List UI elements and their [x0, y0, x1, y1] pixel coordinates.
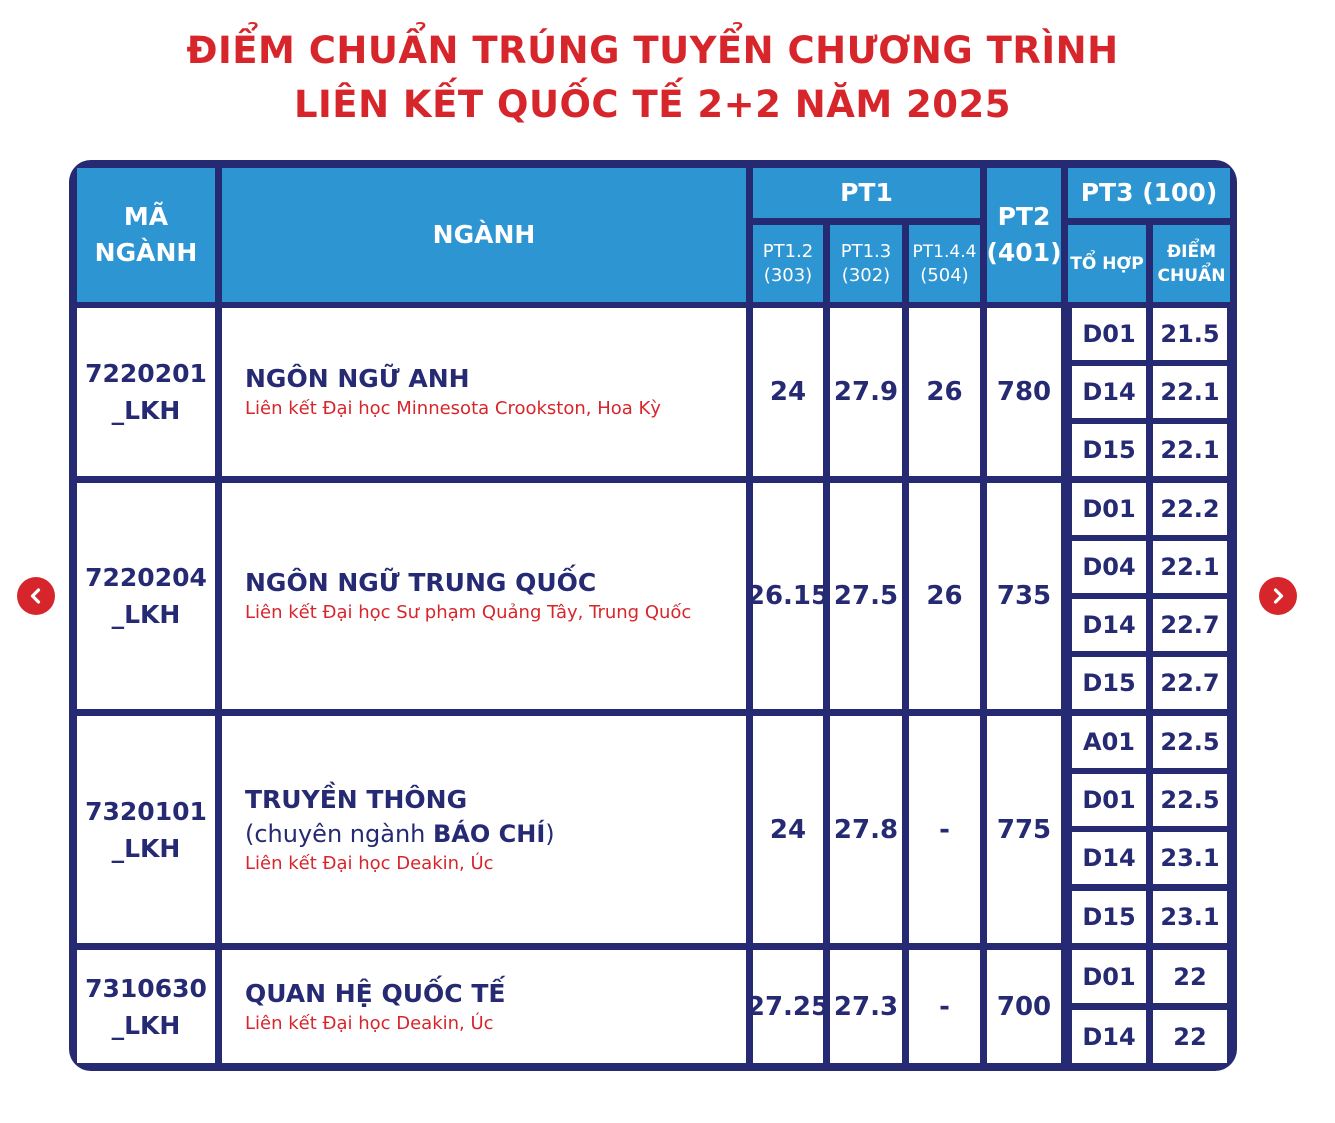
row-1-combo-2: D14 — [1072, 366, 1146, 418]
row-3-pt1-4-4: - — [909, 716, 980, 943]
header-pt1-3-code: (302) — [841, 264, 891, 286]
row-1-pt1-2: 24 — [753, 308, 823, 476]
header-pt1-2 — [753, 225, 823, 302]
row-1-score-1: 21.5 — [1153, 308, 1227, 360]
row-3-score-3: 23.1 — [1153, 832, 1227, 884]
header-pt1-4-4-label: PT1.4.4 — [912, 241, 977, 262]
row-3-combo-4: D15 — [1072, 891, 1146, 943]
header-pt2 — [987, 168, 1061, 302]
row-4-score-2: 22 — [1153, 1010, 1227, 1063]
row-1-major-name: NGÔN NGỮ ANH — [245, 364, 470, 393]
header-combo: TỔ HỢP — [1068, 225, 1146, 302]
row-3-code-number: 7320101 — [85, 796, 207, 826]
row-2-pt1-4-4: 26 — [909, 483, 980, 709]
row-4-partner: Liên kết Đại học Deakin, Úc — [245, 1012, 494, 1034]
header-score-line-2: CHUẨN — [1157, 265, 1226, 286]
title-line-1: ĐIỂM CHUẨN TRÚNG TUYỂN CHƯƠNG TRÌNH — [186, 29, 1119, 72]
row-3-pt2: 775 — [987, 716, 1061, 943]
next-button[interactable] — [1259, 577, 1297, 615]
row-2-combo-1: D01 — [1072, 483, 1146, 535]
row-4-pt1-4-4: - — [909, 950, 980, 1063]
row-2-pt1-3: 27.5 — [830, 483, 902, 709]
header-pt1-2-code: (303) — [763, 264, 813, 286]
row-2-pt2: 735 — [987, 483, 1061, 709]
row-2-pt1-2: 26.15 — [753, 483, 823, 709]
page-title — [0, 24, 1305, 132]
row-2-code-number: 7220204 — [85, 563, 207, 592]
row-3-combo-1: A01 — [1072, 716, 1146, 768]
chevron-right-icon — [1269, 587, 1287, 605]
row-3-code-suffix: _LKH — [111, 833, 181, 863]
row-3-major-name: TRUYỀN THÔNG — [245, 784, 468, 814]
row-3-code — [77, 716, 215, 943]
header-pt1-3-label: PT1.3 — [840, 240, 892, 262]
header-score — [1153, 225, 1230, 302]
row-2-major — [222, 483, 746, 709]
header-pt1-3 — [830, 225, 902, 302]
row-2-partner: Liên kết Đại học Sư phạm Quảng Tây, Trung Quốc — [245, 602, 692, 623]
row-3-spec-name: BÁO CHÍ — [433, 819, 546, 848]
row-3-major — [222, 716, 746, 943]
row-2-combo-2: D04 — [1072, 541, 1146, 593]
row-3-combo-3: D14 — [1072, 832, 1146, 884]
header-pt1: PT1 — [753, 168, 980, 218]
row-3-score-2: 22.5 — [1153, 774, 1227, 826]
row-3-score-4: 23.1 — [1153, 891, 1227, 943]
chevron-left-icon — [27, 587, 45, 605]
row-1-combo-3: D15 — [1072, 424, 1146, 476]
row-4-code — [77, 950, 215, 1063]
row-2-code-suffix: _LKH — [111, 600, 181, 629]
row-1-pt1-4-4: 26 — [909, 308, 980, 476]
row-1-code-number: 7220201 — [85, 359, 207, 388]
row-4-major-name: QUAN HỆ QUỐC TẾ — [245, 978, 506, 1008]
row-3-specialization — [245, 817, 746, 851]
header-pt1-2-label: PT1.2 — [762, 240, 814, 262]
header-pt2-label: PT2 — [997, 202, 1051, 231]
header-code — [77, 168, 215, 302]
row-3-partner: Liên kết Đại học Deakin, Úc — [245, 852, 494, 874]
header-pt3: PT3 (100) — [1068, 168, 1230, 218]
row-4-score-1: 22 — [1153, 950, 1227, 1003]
row-1-score-2: 22.1 — [1153, 366, 1227, 418]
row-1-pt2: 780 — [987, 308, 1061, 476]
row-2-code — [77, 483, 215, 709]
row-4-code-suffix: _LKH — [111, 1010, 181, 1040]
header-code-line-1: MÃ — [123, 202, 169, 231]
header-pt1-4-4 — [909, 225, 980, 302]
prev-button[interactable] — [17, 577, 55, 615]
row-4-major — [222, 950, 746, 1063]
row-4-code-number: 7310630 — [85, 973, 207, 1003]
row-3-score-1: 22.5 — [1153, 716, 1227, 768]
header-pt2-code: (401) — [986, 238, 1062, 267]
row-1-code-suffix: _LKH — [111, 396, 181, 425]
row-4-pt1-2: 27.25 — [753, 950, 823, 1063]
row-2-score-2: 22.1 — [1153, 541, 1227, 593]
row-3-pt1-2: 24 — [753, 716, 823, 943]
row-1-combo-1: D01 — [1072, 308, 1146, 360]
row-2-combo-3: D14 — [1072, 599, 1146, 651]
row-4-pt2: 700 — [987, 950, 1061, 1063]
title-line-2: LIÊN KẾT QUỐC TẾ 2+2 NĂM 2025 — [293, 83, 1012, 126]
header-major: NGÀNH — [222, 168, 746, 302]
row-2-score-1: 22.2 — [1153, 483, 1227, 535]
row-2-combo-4: D15 — [1072, 657, 1146, 709]
row-2-major-name: NGÔN NGỮ TRUNG QUỐC — [245, 568, 597, 597]
row-2-score-3: 22.7 — [1153, 599, 1227, 651]
header-pt1-4-4-code: (504) — [920, 264, 969, 286]
row-2-score-4: 22.7 — [1153, 657, 1227, 709]
row-4-combo-1: D01 — [1072, 950, 1146, 1003]
row-3-spec-suffix: ) — [545, 819, 555, 848]
row-1-major — [222, 308, 746, 476]
admission-score-table — [69, 160, 1237, 1071]
row-4-combo-2: D14 — [1072, 1010, 1146, 1063]
row-3-pt1-3: 27.8 — [830, 716, 902, 943]
row-1-pt1-3: 27.9 — [830, 308, 902, 476]
row-3-spec-prefix: (chuyên ngành — [245, 819, 433, 848]
row-4-pt1-3: 27.3 — [830, 950, 902, 1063]
row-3-combo-2: D01 — [1072, 774, 1146, 826]
header-score-line-1: ĐIỂM — [1166, 241, 1217, 262]
row-1-score-3: 22.1 — [1153, 424, 1227, 476]
row-1-code — [77, 308, 215, 476]
header-code-line-2: NGÀNH — [94, 238, 198, 267]
row-1-partner: Liên kết Đại học Minnesota Crookston, Hoa Kỳ — [245, 398, 661, 419]
